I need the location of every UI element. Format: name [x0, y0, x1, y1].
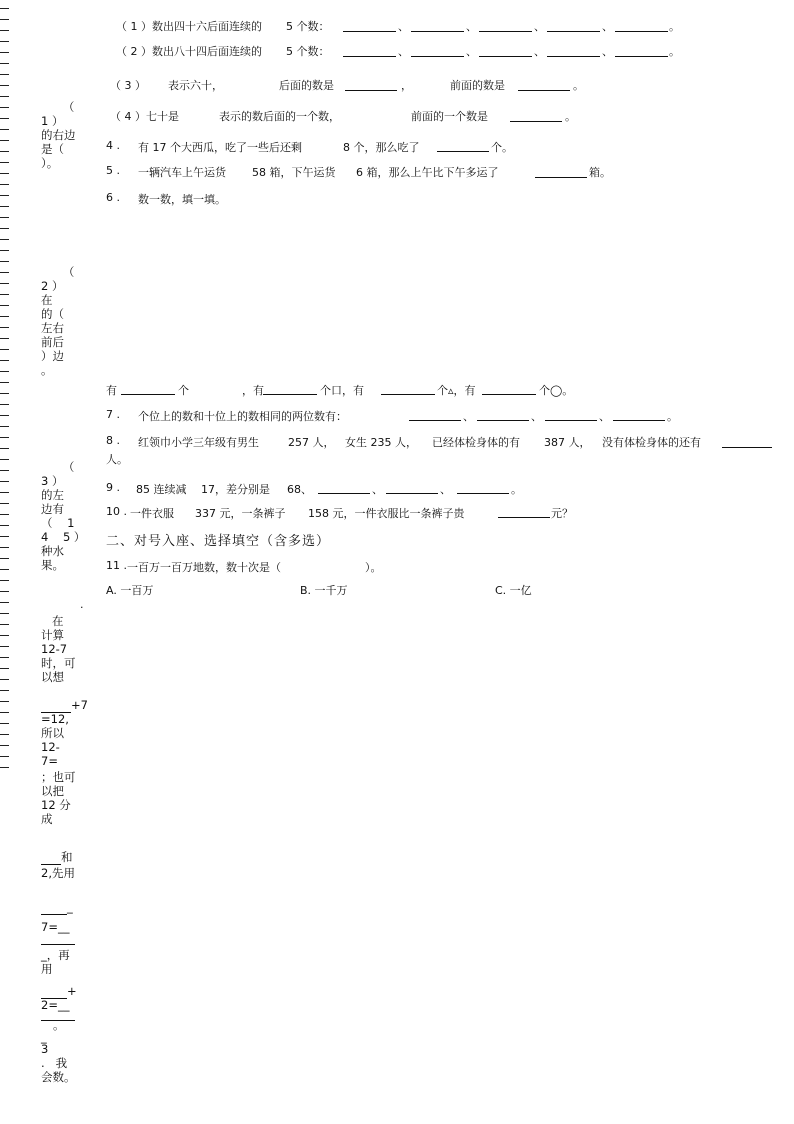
margin-dash [0, 239, 9, 240]
q3-sub2-blank-4[interactable] [547, 56, 600, 57]
side-calc-intro: 在 计算 12-7 时，可 以想 [41, 614, 76, 684]
q4-text-2: 8 个，那么吃了 [343, 141, 420, 154]
q9-text-3: 68、 [287, 483, 312, 496]
margin-dash [0, 734, 9, 735]
q5-text-4: 箱。 [589, 166, 611, 179]
count-text-b: 个 [178, 384, 189, 397]
q5-text-1: 一辆汽车上午运货 [138, 166, 226, 179]
margin-dash [0, 206, 9, 207]
q8-text-7: 人。 [106, 453, 128, 466]
margin-dash [0, 30, 9, 31]
stray-dot: . [80, 598, 84, 611]
margin-dash [0, 74, 9, 75]
count-blank-2[interactable] [263, 394, 317, 395]
q3-sub1-sep-1: 、 [398, 20, 409, 33]
side-question-count: 3 . 我 会数。 [41, 1042, 76, 1084]
q3-sub3-text-a: 表示六十， [168, 79, 223, 92]
q9-blank-1[interactable] [318, 493, 370, 494]
q3-sub2-count: 5 个数： [286, 45, 330, 58]
q8-text-2: 257 人， [288, 436, 335, 449]
margin-dash [0, 569, 9, 570]
q3-sub2-sep-4: 、 [602, 45, 613, 58]
q3-sub3-text-b: 后面的数是 [279, 79, 334, 92]
margin-dash [0, 250, 9, 251]
margin-dash [0, 525, 9, 526]
q11-close: ）。 [365, 561, 382, 574]
q3-sub1-sep-5: 。 [669, 20, 680, 33]
margin-dash [0, 558, 9, 559]
margin-dash [0, 701, 9, 702]
count-text-e: 个▵，有 [437, 384, 476, 397]
margin-dash [0, 118, 9, 119]
q3-sub1-blank-1[interactable] [343, 31, 396, 32]
q8-text-5: 387 人， [544, 436, 591, 449]
margin-dash [0, 448, 9, 449]
q9-text-1: 85 连续减 [136, 483, 187, 496]
q3-sub3-text-d: 前面的数是 [450, 79, 505, 92]
count-blank-4[interactable] [482, 394, 536, 395]
q10-text-1: 一件衣服 [130, 507, 174, 520]
side-question-3: （ 3 ） 的左 边有 （ 1 4 5 ） 种水 果。 [41, 460, 86, 572]
margin-dash [0, 426, 9, 427]
q3-sub4-text-c: 前面的一个数是 [411, 110, 488, 123]
q4-text-1: 有 17 个大西瓜，吃了一些后还剩 [138, 141, 302, 154]
q7-blank-2[interactable] [477, 420, 529, 421]
q9-number: 9 . [106, 481, 120, 494]
q7-blank-4[interactable] [613, 420, 665, 421]
margin-dash [0, 261, 9, 262]
q3-sub1-count: 5 个数： [286, 20, 330, 33]
q3-sub4-text-a: （ 4 ）七十是 [110, 110, 179, 123]
margin-dash [0, 316, 9, 317]
margin-dash [0, 184, 9, 185]
margin-dash [0, 756, 9, 757]
margin-dash [0, 272, 9, 273]
q3-sub3-text-c: ， [401, 79, 412, 92]
margin-dash [0, 228, 9, 229]
q5-text-3: 6 箱，那么上午比下午多运了 [356, 166, 499, 179]
q11-option-c[interactable]: C. 一亿 [495, 584, 532, 597]
q6-text: 数一数，填一填。 [138, 193, 226, 206]
margin-dash [0, 536, 9, 537]
margin-dash [0, 327, 9, 328]
q10-text-3: 158 元，一件衣服比一条裤子贵 [308, 507, 465, 520]
q3-sub1-blank-5[interactable] [615, 31, 668, 32]
side-calc-line3: ；也可 以把 12 分 成 [41, 770, 76, 826]
q10-text-4: 元？ [551, 507, 573, 520]
margin-dash [0, 613, 9, 614]
margin-dash [0, 107, 9, 108]
q3-sub1-blank-4[interactable] [547, 31, 600, 32]
side-calc-line11: 。 [53, 1018, 65, 1032]
q3-sub2-blank-5[interactable] [615, 56, 668, 57]
count-blank-1[interactable] [121, 394, 175, 395]
margin-dash [0, 360, 9, 361]
margin-dash [0, 635, 9, 636]
q5-blank[interactable] [535, 177, 587, 178]
q3-sub2-blank-2[interactable] [411, 56, 464, 57]
q3-sub1-label: （ 1 ）数出四十六后面连续的 [116, 20, 262, 33]
side-calc-line12: _ [41, 1030, 47, 1044]
q8-text-6: 没有体检身体的还有 [602, 436, 701, 449]
side-calc-blank-2[interactable] [41, 1020, 75, 1021]
q3-sub3-blank-2[interactable] [518, 90, 570, 91]
side-calc-line6: _ [41, 900, 73, 915]
margin-dash [0, 283, 9, 284]
margin-dash [0, 371, 9, 372]
q10-number: 10 . [106, 505, 127, 518]
q7-blank-1[interactable] [409, 420, 461, 421]
q7-sep-3: 、 [599, 410, 610, 423]
margin-dash [0, 217, 9, 218]
count-text-d: 个口，有 [320, 384, 364, 397]
q8-blank[interactable] [722, 447, 772, 448]
side-question-2: （ 2 ） 在 的（ 左右 前后 ）边 。 [41, 265, 75, 377]
count-blank-3[interactable] [381, 394, 435, 395]
q3-sub2-blank-3[interactable] [479, 56, 532, 57]
margin-dash [0, 41, 9, 42]
q11-option-a[interactable]: A. 一百万 [106, 584, 154, 597]
margin-dash [0, 481, 9, 482]
margin-dash [0, 52, 9, 53]
q7-blank-3[interactable] [545, 420, 597, 421]
margin-dash [0, 646, 9, 647]
side-calc-line5: 2,先用 [41, 866, 75, 880]
q10-text-2: 337 元，一条裤子 [195, 507, 286, 520]
q3-sub2-sep-3: 、 [534, 45, 545, 58]
margin-dash [0, 305, 9, 306]
margin-dash [0, 129, 9, 130]
side-calc-line8: _，再 用 [41, 948, 70, 976]
margin-dash [0, 173, 9, 174]
q6-number: 6 . [106, 191, 120, 204]
q9-sep-1: 、 [372, 483, 383, 496]
q3-sub1-blank-3[interactable] [479, 31, 532, 32]
side-calc-line2: =12, 所以 12- 7= [41, 712, 69, 768]
margin-dash [0, 679, 9, 680]
margin-dash [0, 140, 9, 141]
q7-text: 个位上的数和十位上的数相同的两位数有： [138, 410, 347, 423]
q8-number: 8 . [106, 434, 120, 447]
q7-sep-2: 、 [531, 410, 542, 423]
q3-sub2-blank-1[interactable] [343, 56, 396, 57]
margin-dash [0, 767, 9, 768]
count-text-a: 有 [106, 384, 117, 397]
q7-sep-1: 、 [463, 410, 474, 423]
margin-dash [0, 745, 9, 746]
q11-text: 一百万一百万地数，数十次是（ [127, 561, 281, 574]
side-calc-line1: +7 [41, 698, 88, 713]
margin-dash [0, 404, 9, 405]
q9-blank-3[interactable] [457, 493, 509, 494]
margin-dash [0, 624, 9, 625]
side-question-1: （ 1 ） 的右边 是（ ）。 [41, 100, 76, 170]
count-text-f: 个◯。 [539, 384, 574, 397]
margin-dash [0, 503, 9, 504]
q3-sub3-blank-1[interactable] [345, 90, 397, 91]
q4-blank[interactable] [437, 151, 489, 152]
q7-sep-4: 。 [667, 410, 678, 423]
q5-number: 5 . [106, 164, 120, 177]
q11-option-b[interactable]: B. 一千万 [300, 584, 348, 597]
q3-sub2-sep-5: 。 [669, 45, 680, 58]
margin-dash [0, 162, 9, 163]
margin-dash [0, 668, 9, 669]
margin-dash [0, 591, 9, 592]
q11-number: 11 . [106, 559, 127, 572]
q4-text-3: 个。 [491, 141, 513, 154]
margin-dash [0, 602, 9, 603]
q3-sub4-text-d: 。 [565, 110, 576, 123]
q3-sub1-sep-4: 、 [602, 20, 613, 33]
q7-number: 7 . [106, 408, 120, 421]
margin-dash [0, 514, 9, 515]
margin-dash [0, 382, 9, 383]
margin-dash [0, 580, 9, 581]
q3-sub3-number: （ 3 ） [110, 79, 146, 92]
margin-dash [0, 437, 9, 438]
margin-dash [0, 151, 9, 152]
q8-text-3: 女生 235 人， [345, 436, 417, 449]
margin-dash [0, 492, 9, 493]
margin-dash [0, 96, 9, 97]
q4-number: 4 . [106, 139, 120, 152]
margin-dash [0, 723, 9, 724]
margin-dash [0, 657, 9, 658]
margin-dash [0, 470, 9, 471]
margin-dash [0, 195, 9, 196]
q3-sub1-sep-3: 、 [534, 20, 545, 33]
q10-blank[interactable] [498, 517, 550, 518]
q8-text-1: 红领巾小学三年级有男生 [138, 436, 259, 449]
side-calc-line7: 7=__ [41, 920, 70, 934]
q3-sub1-sep-2: 、 [466, 20, 477, 33]
side-calc-line9: + [41, 984, 77, 999]
margin-dash [0, 8, 9, 9]
q3-sub4-text-b: 表示的数后面的一个数， [219, 110, 340, 123]
side-calc-blank-1[interactable] [41, 944, 75, 945]
margin-dash [0, 547, 9, 548]
margin-dash [0, 415, 9, 416]
margin-dash [0, 393, 9, 394]
q3-sub2-sep-1: 、 [398, 45, 409, 58]
q9-sep-3: 。 [511, 483, 522, 496]
margin-dash [0, 349, 9, 350]
margin-dash [0, 19, 9, 20]
margin-dash [0, 459, 9, 460]
q9-text-2: 17，差分别是 [201, 483, 270, 496]
q9-blank-2[interactable] [386, 493, 438, 494]
margin-dash [0, 294, 9, 295]
q3-sub2-sep-2: 、 [466, 45, 477, 58]
q3-sub4-blank[interactable] [510, 121, 562, 122]
count-text-c: ，有 [242, 384, 264, 397]
side-calc-line4: 和 [41, 850, 73, 865]
section2-heading: 二、对号入座、选择填空（含多选） [106, 534, 331, 549]
margin-dash [0, 712, 9, 713]
margin-dash [0, 690, 9, 691]
margin-dash [0, 85, 9, 86]
side-calc-line10: 2=__ [41, 998, 70, 1012]
q8-text-4: 已经体检身体的有 [432, 436, 520, 449]
q9-sep-2: 、 [440, 483, 451, 496]
q3-sub3-text-e: 。 [573, 79, 584, 92]
margin-dash [0, 63, 9, 64]
q3-sub2-label: （ 2 ）数出八十四后面连续的 [116, 45, 262, 58]
margin-dash [0, 338, 9, 339]
q3-sub1-blank-2[interactable] [411, 31, 464, 32]
q5-text-2: 58 箱，下午运货 [252, 166, 336, 179]
